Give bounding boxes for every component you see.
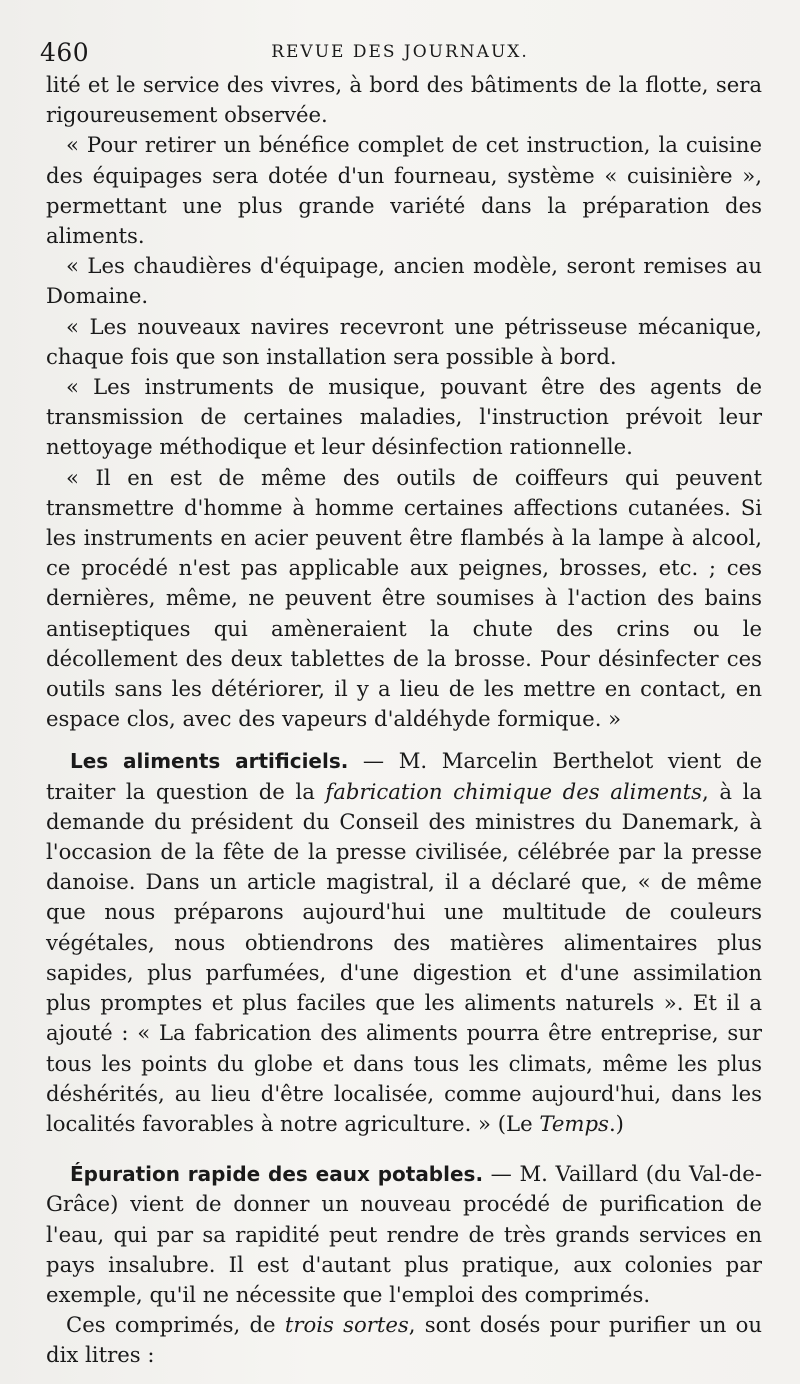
italic-source: Temps [539,1110,609,1136]
section-title-epuration: Épuration rapide des eaux potables. [70,1162,484,1187]
page-number: 460 [40,38,90,67]
paragraph-outils-coiffeurs: « Il en est de même des outils de coiffeurs qui peuvent transmettre d'homme à homme certaines affections cutanées. Si les instruments en acier peuvent être flambés à la lampe à alcool, ce procédé n'est pas applicable aux peignes, brosses, etc. ; ces dernières, même, ne peuvent être soumises à l'action des bains antiseptiques qui amèneraient la chute des crins ou le décollement des deux tablettes de la brosse. Pour désinfecter ces outils sans les détériorer, il y a lieu de les mettre en contact, en espace clos, avec des vapeurs d'aldéhyde formique. » [46,464,762,732]
section-title-aliments: Les aliments artificiels. [70,749,349,774]
section-aliments-artificiels [46,746,762,1139]
paragraph-comprimes [46,1310,762,1370]
page-header [40,38,760,68]
paragraph-chaudieres: « Les chaudières d'équipage, ancien modèle, seront remises au Domaine. [46,253,762,309]
paragraph-instruments-musique: « Les instruments de musique, pouvant être des agents de transmission de certaines maladies, l'instruction prévoit leur nettoyage méthodique et leur désinfection rationnelle. [46,374,762,460]
section-text: .) [608,1110,624,1136]
paragraph-petrisseuse: « Les nouveaux navires recevront une pétrisseuse mécanique, chaque fois que son installation sera possible à bord. [46,313,762,369]
section-text: — M. Vaillard (du Val-de-Grâce) vient de donner un nouveau procédé de purification de l'eau, qui par sa rapidité peut rendre de très grands services en pays insalubre. Il est d'autant plus pratique, aux colonies par exemple, qu'il ne nécessite que l'emploi des comprimés. [46,1161,762,1307]
section-text: — M. Marcelin Berthelot vient de traiter la question de la [46,748,762,804]
running-head: REVUE DES JOURNAUX. [271,42,529,62]
section-text: , à la demande du président du Conseil des ministres du Danemark, à l'occasion de la fête de la presse civilisée, célébrée par la presse danoise. Dans un article magistral, il a déclaré que, « de même que nous préparons aujourd'hui une multitude de couleurs végétales, nous obtiendrons des matières alimentaires plus sapides, plus parfumées, d'une digestion et d'une assimilation plus promptes et plus faciles que les aliments naturels ». Et il a ajouté : « La fabrication des aliments pourra être entreprise, sur tous les points du globe et dans tous les climats, même les plus déshérités, au lieu d'être localisée, comme aujourd'hui, dans les localités favorables à notre agriculture. » (Le [46,778,763,1136]
paragraph-cuisine: « Pour retirer un bénéfice complet de cet instruction, la cuisine des équipages sera dotée d'un fourneau, système « cuisinière », permettant une plus grande variété dans la préparation des aliments. [46,132,762,249]
paragraph-continuation: lité et le service des vivres, à bord des bâtiments de la flotte, sera rigoureusement observée. [46,72,762,128]
section-epuration-eaux [46,1159,762,1310]
paragraph-text: Ces comprimés, de [66,1312,285,1338]
page-body [46,70,762,1371]
italic-phrase: trois sortes [284,1312,409,1338]
italic-phrase: fabrication chimique des aliments [325,778,703,804]
paragraph-text: , sont dosés pour purifier un ou dix litres : [46,1312,762,1368]
